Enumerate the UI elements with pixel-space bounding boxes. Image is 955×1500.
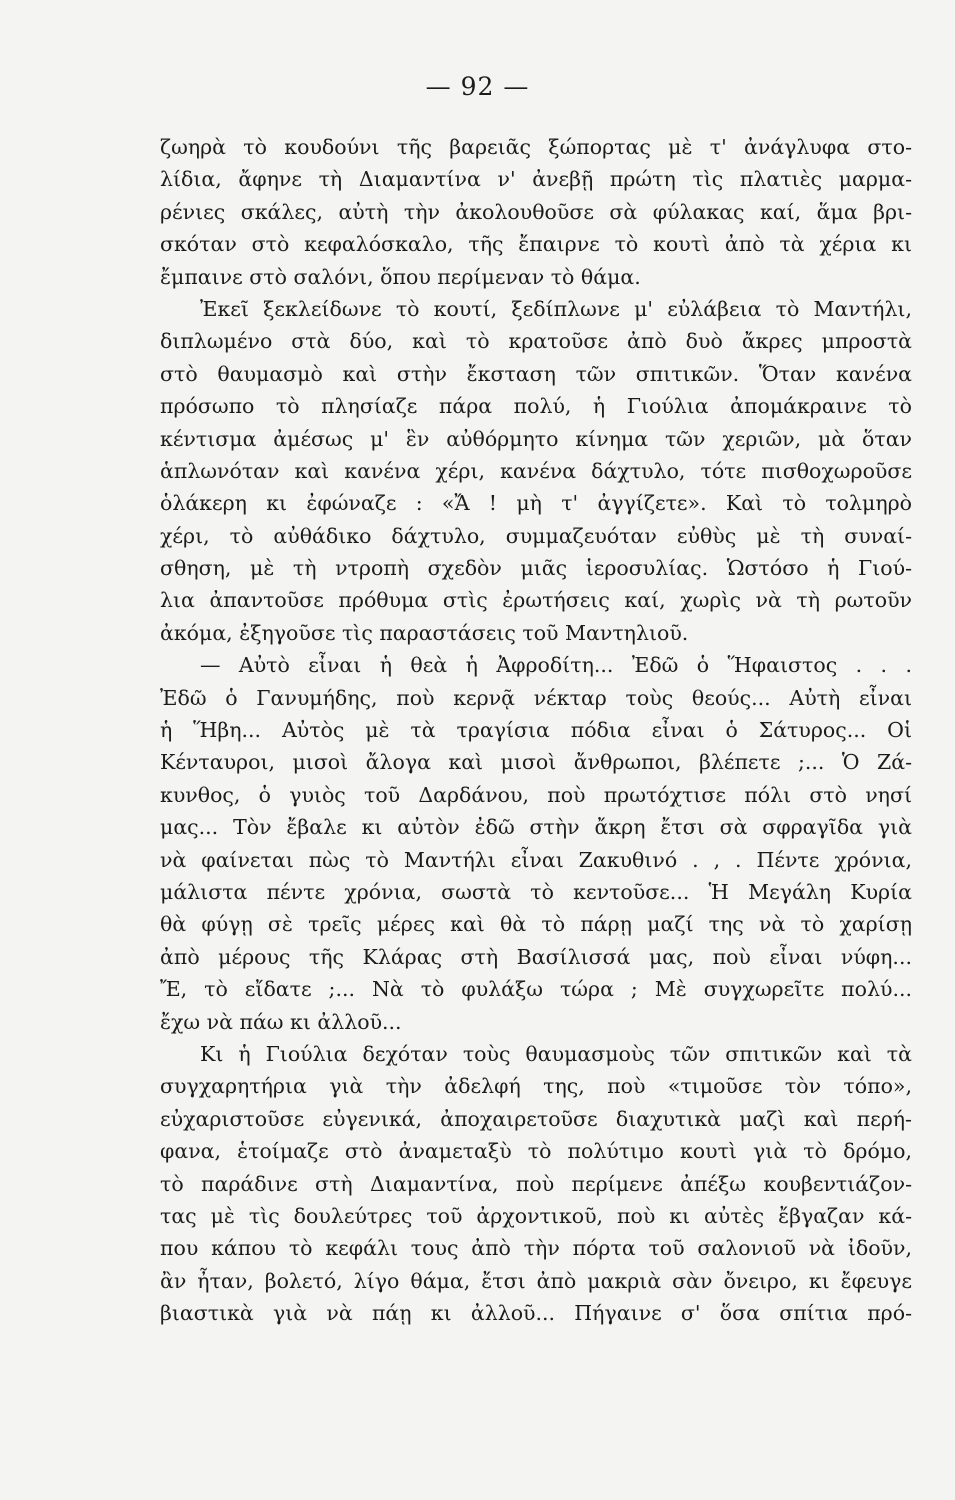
text-line: σθηση, μὲ τὴ ντροπὴ σχεδὸν μιᾶς ἱεροσυλίας. Ὡστόσο ἡ Γιού- [160, 556, 912, 581]
text-line: Ἐκεῖ ξεκλείδωνε τὸ κουτί, ξεδίπλωνε μ' εὐλάβεια τὸ Μαντήλι, [200, 296, 912, 321]
text-line: διπλωμένο στὰ δύο, καὶ τὸ κρατοῦσε ἀπὸ δυὸ ἄκρες μπροστὰ [160, 329, 912, 354]
text-line: ἁπλωνόταν καὶ κανένα χέρι, κανένα δάχτυλο, τότε πισθοχωροῦσε [160, 458, 912, 483]
text-line: λια ἀπαντοῦσε πρόθυμα στὶς ἐρωτήσεις καί, χωρὶς νὰ τὴ ρωτοῦν [160, 588, 912, 613]
page-number: — 92 — [425, 72, 530, 101]
text-line: συγχαρητήρια γιὰ τὴν ἀδελφή της, ποὺ «τιμοῦσε τὸν τόπο», [160, 1074, 912, 1099]
text-line: νὰ φαίνεται πὼς τὸ Μαντήλι εἶναι Ζακυθινό . , . Πέντε χρόνια, [160, 847, 912, 872]
text-line: ὁλάκερη κι ἐφώναζε : «Ἄ ! μὴ τ' ἀγγίζετε». Καὶ τὸ τολμηρὸ [160, 491, 912, 516]
text-line: τὸ παράδινε στὴ Διαμαντίνα, ποὺ περίμενε ἀπέξω κουβεντιάζον- [160, 1171, 912, 1196]
text-line: λίδια, ἄφηνε τὴ Διαμαντίνα ν' ἀνεβῇ πρώτη τὶς πλατιὲς μαρμα- [160, 167, 912, 192]
text-line: μάλιστα πέντε χρόνια, σωστὰ τὸ κεντοῦσε... Ἡ Μεγάλη Κυρία [160, 879, 912, 904]
text-line: Κι ἡ Γιούλια δεχόταν τοὺς θαυμασμοὺς τῶν σπιτικῶν καὶ τὰ [200, 1041, 912, 1066]
text-line: ἡ Ἥβη... Αὐτὸς μὲ τὰ τραγίσια πόδια εἶναι ὁ Σάτυρος... Οἱ [160, 718, 912, 743]
text-line: ἀκόμα, ἐξηγοῦσε τὶς παραστάσεις τοῦ Μαντηλιοῦ. [160, 620, 689, 645]
text-line: βιαστικὰ γιὰ νὰ πάῃ κι ἀλλοῦ... Πήγαινε σ' ὅσα σπίτια πρό- [160, 1301, 912, 1326]
text-line: Ἐδῶ ὁ Γανυμήδης, ποὺ κερνᾷ νέκταρ τοὺς θεούς... Αὐτὴ εἶναι [160, 685, 912, 710]
text-line: πρόσωπο τὸ πλησίαζε πάρα πολύ, ἡ Γιούλια ἀπομάκραινε τὸ [160, 394, 912, 419]
body-text [160, 131, 912, 1329]
text-line: χέρι, τὸ αὐθάδικο δάχτυλο, συμμαζευόταν εὐθὺς μὲ τὴ συναί- [160, 523, 912, 548]
text-line: ἔμπαινε στὸ σαλόνι, ὅπου περίμεναν τὸ θάμα. [160, 264, 641, 289]
text-line: ρένιες σκάλες, αὐτὴ τὴν ἀκολουθοῦσε σὰ φύλακας καί, ἅμα βρι- [160, 199, 912, 224]
text-line: ζωηρὰ τὸ κουδούνι τῆς βαρειᾶς ξώπορτας μὲ τ' ἀνάγλυφα στο- [160, 135, 912, 159]
text-line: Κένταυροι, μισοὶ ἄλογα καὶ μισοὶ ἄνθρωποι, βλέπετε ;... Ὁ Ζά- [160, 750, 912, 775]
text-line: τας μὲ τὶς δουλεύτρες τοῦ ἀρχοντικοῦ, ποὺ κι αὐτὲς ἔβγαζαν κά- [160, 1203, 912, 1228]
text-line: — Αὐτὸ εἶναι ἡ θεὰ ἡ Ἀφροδίτη... Ἐδῶ ὁ Ἥφαιστος . . . [200, 653, 912, 678]
text-line: μας... Τὸν ἔβαλε κι αὐτὸν ἐδῶ στὴν ἄκρη ἔτσι σὰ σφραγῖδα γιὰ [160, 815, 912, 840]
text-line: φανα, ἑτοίμαζε στὸ ἀναμεταξὺ τὸ πολύτιμο κουτὶ γιὰ τὸ δρόμο, [160, 1139, 912, 1164]
text-line: ἀπὸ μέρους τῆς Κλάρας στὴ Βασίλισσά μας, ποὺ εἶναι νύφη... [160, 944, 912, 969]
text-line: θὰ φύγῃ σὲ τρεῖς μέρες καὶ θὰ τὸ πάρῃ μαζί της νὰ τὸ χαρίσῃ [160, 912, 912, 937]
text-line: που κάπου τὸ κεφάλι τους ἀπὸ τὴν πόρτα τοῦ σαλονιοῦ νὰ ἰδοῦν, [160, 1236, 912, 1261]
text-line: Ἔ, τὸ εἴδατε ;... Νὰ τὸ φυλάξω τώρα ; Μὲ συγχωρεῖτε πολύ... [160, 977, 912, 1002]
text-line: ἂν ἦταν, βολετό, λίγο θάμα, ἔτσι ἀπὸ μακριὰ σὰν ὄνειρο, κι ἔφευγε [160, 1268, 912, 1293]
text-line: σκόταν στὸ κεφαλόσκαλο, τῆς ἔπαιρνε τὸ κουτὶ ἀπὸ τὰ χέρια κι [160, 232, 912, 257]
text-line: κυνθος, ὁ γυιὸς τοῦ Δαρδάνου, ποὺ πρωτόχτισε πόλι στὸ νησί [160, 782, 912, 807]
text-line: στὸ θαυμασμὸ καὶ στὴν ἔκσταση τῶν σπιτικῶν. Ὅταν κανένα [160, 361, 912, 386]
text-line: κέντισμα ἀμέσως μ' ἓν αὐθόρμητο κίνημα τῶν χεριῶν, μὰ ὅταν [160, 426, 912, 451]
text-line: εὐχαριστοῦσε εὐγενικά, ἀποχαιρετοῦσε διαχυτικὰ μαζὶ καὶ περή- [160, 1106, 912, 1131]
text-line: ἔχω νὰ πάω κι ἀλλοῦ... [160, 1009, 402, 1034]
